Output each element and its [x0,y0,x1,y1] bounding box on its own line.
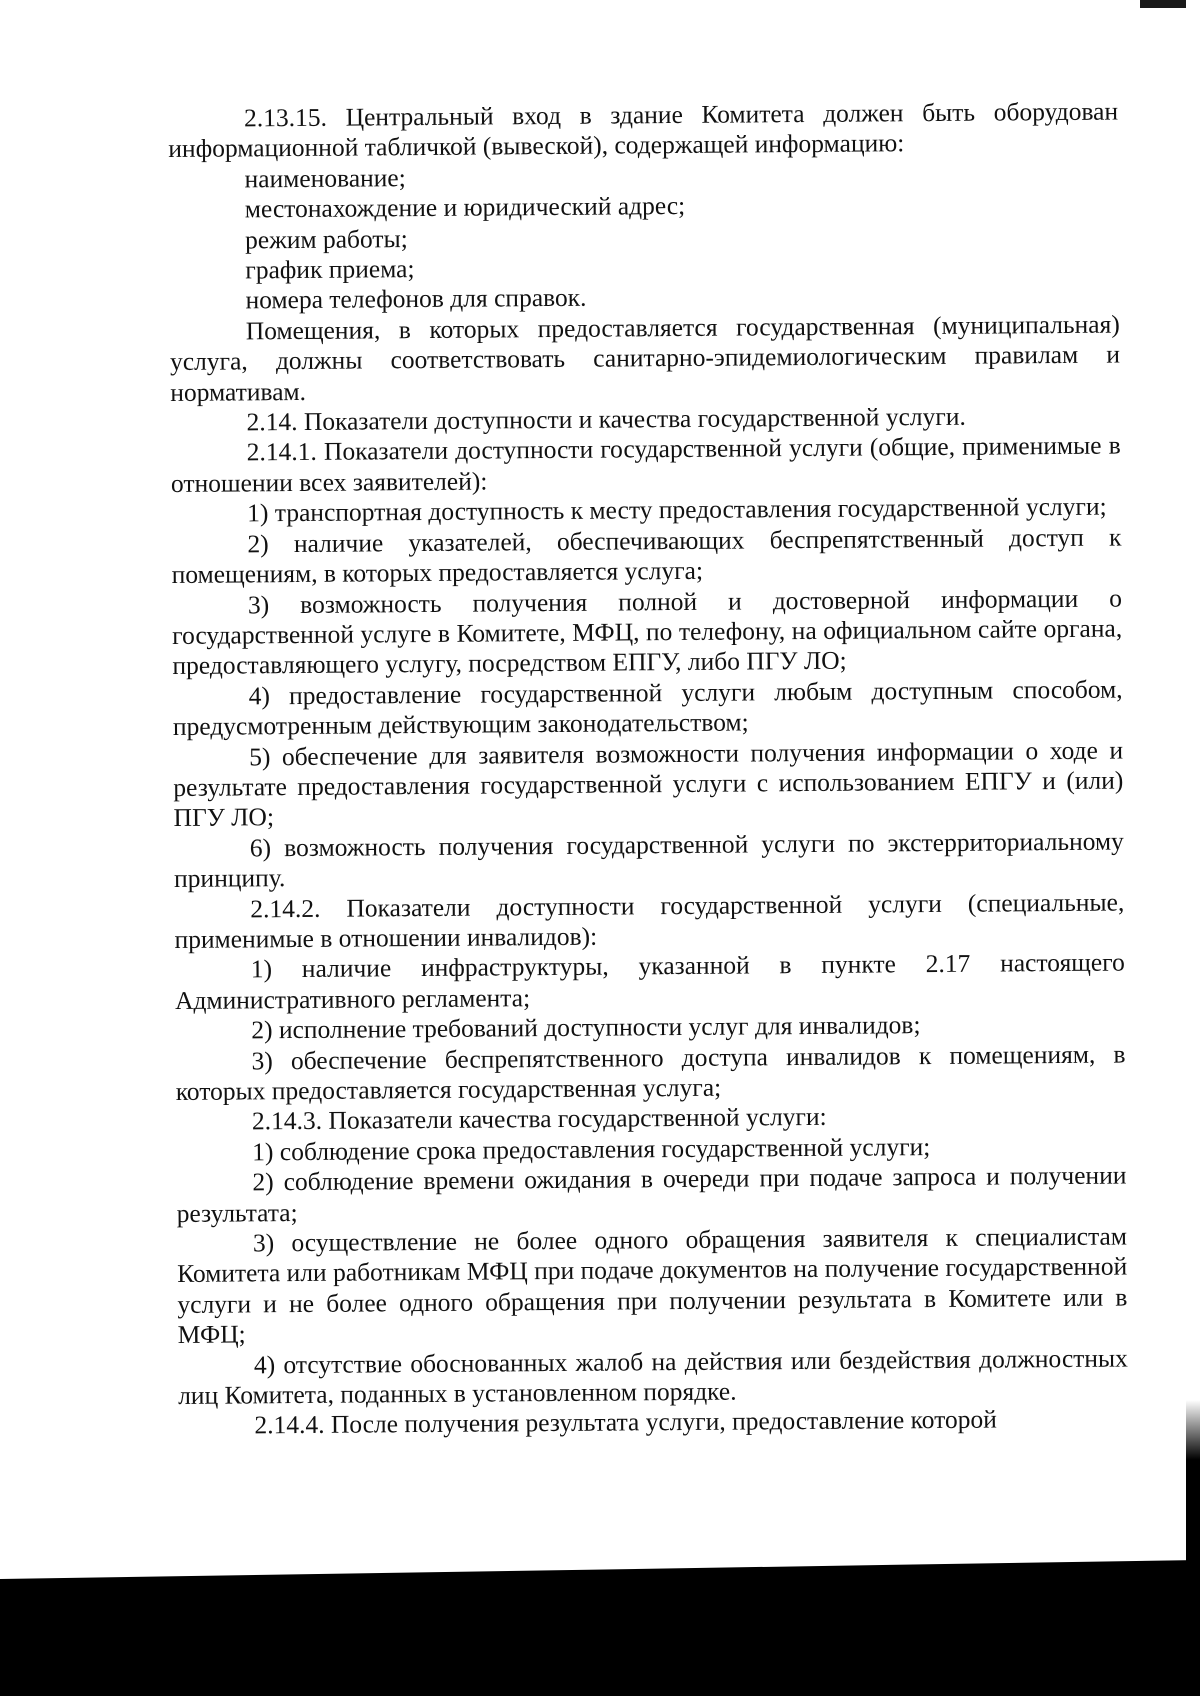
paragraph-2-14-2: 2.14.2. Показатели доступности государственной услуги (специальные, применимые в отношении инвалидов): [174,887,1125,954]
list-item-2-14-1-5: 5) обеспечение для заявителя возможности получения информации о ходе и результате предоставления государственной услуги с использованием ЕПГУ и (или) ПГУ ЛО; [173,735,1124,833]
paragraph-2-13-15: 2.13.15. Центральный вход в здание Комитета должен быть оборудован информационной табличкой (вывеской), содержащей информацию: [168,96,1119,164]
list-item-2-14-1-1: 1) транспортная доступность к месту предоставления государственной услуги; [247,491,1107,528]
list-item-2-14-2-2: 2) исполнение требований доступности услуг для инвалидов; [251,1010,921,1045]
document-page [168,97,1128,1442]
list-item-2-14-3-4: 4) отсутствие обоснованных жалоб на действия или бездействия должностных лиц Комитета, поданных в установленном порядке. [178,1343,1128,1411]
list-item-address: местонахождение и юридический адрес; [244,191,686,224]
scan-bottom-band [0,1560,1200,1696]
list-item-2-14-2-3: 3) обеспечение беспрепятственного доступа инвалидов к помещениям, в которых предоставляется государственная услуга; [175,1039,1126,1106]
list-item-2-14-2-1: 1) наличие инфраструктуры, указанной в пункте 2.17 настоящего Административного регламента; [174,947,1125,1015]
list-item-2-14-3-3: 3) осуществление не более одного обращения заявителя к специалистам Комитета или работникам МФЦ при подаче документов на получение государственной услуги и не более одного обращения при получении результата в Комитете или в МФЦ; [177,1221,1128,1350]
list-item-schedule: график приема; [245,254,415,285]
paragraph-premises: Помещения, в которых предоставляется государственная (муниципальная) услуга, должны соответствовать санитарно-эпидемиологическим правилам и нормативам. [169,309,1121,407]
list-item-work-mode: режим работы; [244,223,408,255]
paragraph-2-14: 2.14. Показатели доступности и качества государственной услуги. [246,401,966,437]
list-item-phones: номера телефонов для справок. [245,283,587,315]
list-item-2-14-1-3: 3) возможность получения полной и достоверной информации о государственной услуге в Комитете, МФЦ, по телефону, на официальном сайте органа, предоставляющего услугу, посредством ЕПГУ, либо ПГУ ЛО; [172,583,1123,681]
list-item-2-14-1-4: 4) предоставление государственной услуги любым доступным способом, предусмотренным действующим законодательством; [172,674,1123,742]
list-item-name: наименование; [244,162,406,194]
list-item-2-14-1-2: 2) наличие указателей, обеспечивающих беспрепятственный доступ к помещениям, в которых предоставляется услуга; [171,522,1122,590]
scan-edge-right [1186,0,1200,1696]
list-item-2-14-1-6: 6) возможность получения государственной услуги по экстерриториальному принципу. [173,826,1124,894]
paragraph-2-14-4: 2.14.4. После получения результата услуги, предоставление которой [254,1405,997,1440]
paragraph-2-14-3: 2.14.3. Показатели качества государственной услуги: [251,1102,827,1136]
list-item-2-14-3-1: 1) соблюдение срока предоставления государственной услуги; [252,1131,931,1167]
list-item-2-14-3-2: 2) соблюдение времени ожидания в очереди при подаче запроса и получении результата; [176,1160,1127,1228]
paragraph-2-14-1: 2.14.1. Показатели доступности государственной услуги (общие, применимые в отношении всех заявителей): [170,430,1121,498]
